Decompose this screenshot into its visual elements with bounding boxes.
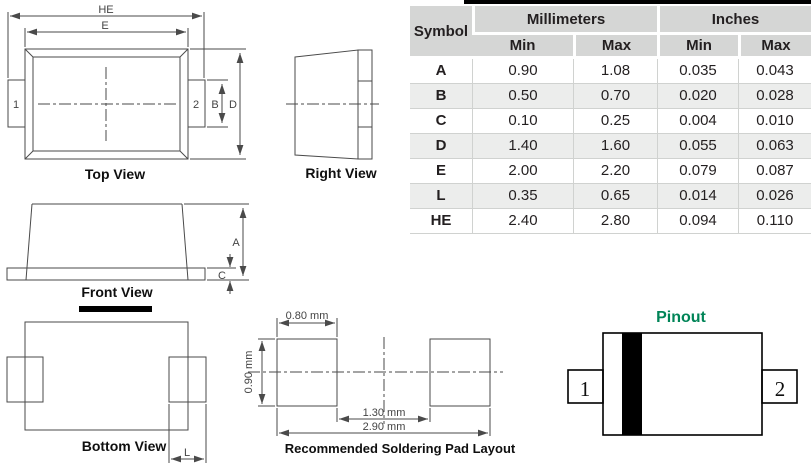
right-view-caption: Right View (305, 165, 377, 181)
value-cell: 2.40 (472, 209, 573, 234)
symbol-cell: B (410, 84, 472, 109)
pin1-number: 1 (12, 99, 20, 111)
col-header-mm-min: Min (472, 35, 573, 59)
dimensions-table-wrap (410, 6, 811, 234)
symbol-cell: L (410, 184, 472, 209)
table-row (410, 109, 811, 134)
dim-label-span: 2.90 mm (362, 421, 406, 433)
col-group-millimeters: Millimeters (472, 6, 657, 35)
col-header-in-min: Min (657, 35, 738, 59)
bottom-view-drawing (7, 322, 206, 463)
value-cell: 0.055 (657, 134, 738, 159)
value-cell: 0.035 (657, 59, 738, 84)
pinout-drawing (568, 309, 797, 435)
body-outline (295, 50, 358, 159)
value-cell: 0.25 (573, 109, 657, 134)
table-row (410, 209, 811, 234)
dim-label-pad-height: 0.90 mm (243, 350, 255, 394)
cathode-mark-bar (79, 306, 152, 312)
symbol-cell: HE (410, 209, 472, 234)
table-row (410, 84, 811, 109)
top-view-drawing (8, 4, 246, 182)
symbol-cell: E (410, 159, 472, 184)
top-view-caption: Top View (84, 166, 146, 182)
lead-frame-strip (7, 268, 205, 280)
value-cell: 0.087 (738, 159, 811, 184)
pinout-pin2-number: 2 (774, 377, 786, 401)
value-cell: 0.079 (657, 159, 738, 184)
value-cell: 0.028 (738, 84, 811, 109)
bevel-edge (25, 49, 33, 57)
dim-label-gap: 1.30 mm (362, 407, 406, 419)
dim-label-b: B (211, 99, 219, 111)
dimensions-table (410, 6, 811, 234)
right-view-drawing (286, 50, 379, 181)
table-header-row-groups (410, 6, 811, 35)
table-row (410, 134, 811, 159)
value-cell: 2.00 (472, 159, 573, 184)
dimensions-table-head (410, 6, 811, 59)
value-cell: 1.60 (573, 134, 657, 159)
value-cell: 0.10 (472, 109, 573, 134)
table-row (410, 59, 811, 84)
body-outline (25, 322, 188, 430)
bottom-view-caption: Bottom View (81, 438, 167, 454)
bevel-edge (180, 49, 188, 57)
value-cell: 2.80 (573, 209, 657, 234)
value-cell: 0.094 (657, 209, 738, 234)
body-side-edge (26, 204, 32, 280)
dim-label-a: A (232, 237, 240, 249)
value-cell: 1.40 (472, 134, 573, 159)
col-header-mm-max: Max (573, 35, 657, 59)
value-cell: 0.50 (472, 84, 573, 109)
value-cell: 0.026 (738, 184, 811, 209)
cathode-band (622, 333, 642, 435)
col-group-inches: Inches (657, 6, 811, 35)
bevel-edge (180, 151, 188, 159)
symbol-cell: D (410, 134, 472, 159)
dim-label-he: HE (98, 4, 114, 16)
dim-label-l: L (183, 447, 191, 459)
value-cell: 0.020 (657, 84, 738, 109)
value-cell: 0.043 (738, 59, 811, 84)
dimensions-table-body (410, 59, 811, 234)
pinout-title: Pinout (656, 309, 706, 326)
value-cell: 0.65 (573, 184, 657, 209)
value-cell: 2.20 (573, 159, 657, 184)
table-row (410, 159, 811, 184)
value-cell: 0.063 (738, 134, 811, 159)
symbol-cell: C (410, 109, 472, 134)
value-cell: 0.110 (738, 209, 811, 234)
pad-layout-caption: Recommended Soldering Pad Layout (284, 441, 516, 456)
front-view-drawing (7, 204, 249, 312)
col-header-symbol: Symbol (410, 6, 472, 59)
bevel-edge (25, 151, 33, 159)
pin2-number: 2 (192, 99, 200, 111)
value-cell: 0.014 (657, 184, 738, 209)
value-cell: 0.70 (573, 84, 657, 109)
dim-label-pad-width: 0.80 mm (285, 310, 329, 322)
table-row (410, 184, 811, 209)
value-cell: 0.004 (657, 109, 738, 134)
col-header-in-max: Max (738, 35, 811, 59)
body-side-edge (182, 204, 188, 280)
value-cell: 1.08 (573, 59, 657, 84)
front-view-caption: Front View (81, 284, 153, 300)
symbol-cell: A (410, 59, 472, 84)
header-rule-bar (464, 0, 811, 4)
dim-label-c: C (218, 270, 226, 282)
pinout-pin1-number: 1 (579, 377, 591, 401)
dim-label-e: E (101, 20, 109, 32)
value-cell: 0.35 (472, 184, 573, 209)
value-cell: 0.010 (738, 109, 811, 134)
pad-layout-drawing (243, 310, 516, 456)
dim-label-d: D (229, 99, 237, 111)
value-cell: 0.90 (472, 59, 573, 84)
